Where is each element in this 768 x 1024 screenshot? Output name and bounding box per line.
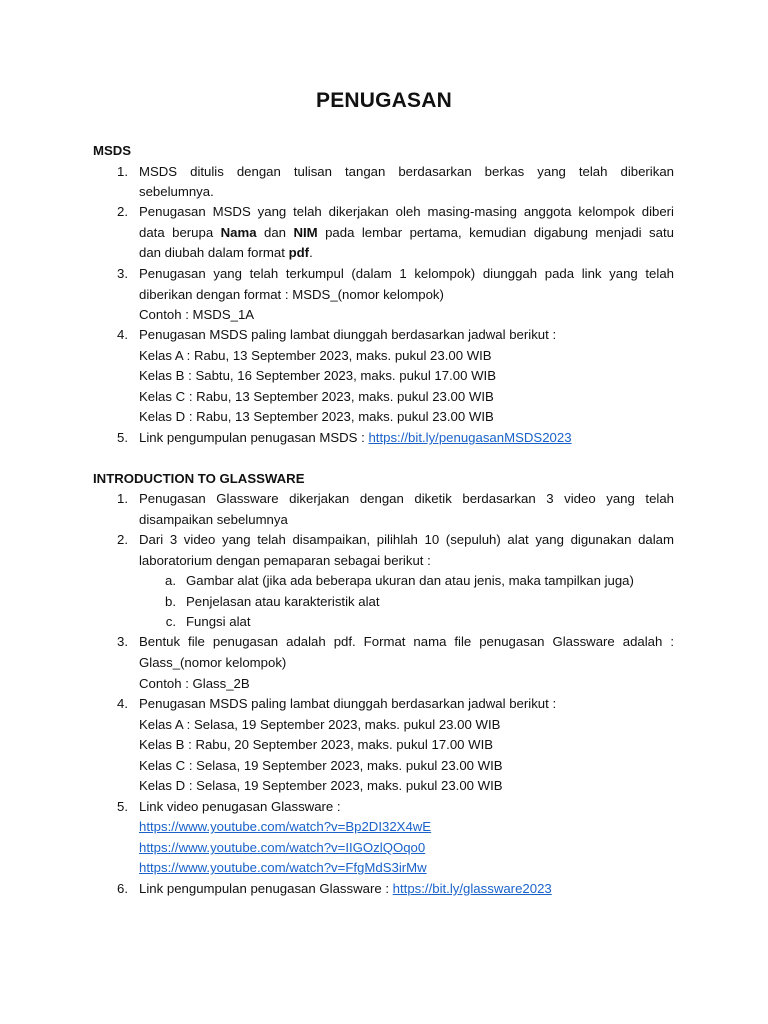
section-heading-msds: MSDS	[93, 143, 132, 158]
list-item-text: Glass_(nomor kelompok)	[139, 655, 287, 670]
list-item-text: dan diubah dalam format pdf.	[139, 245, 313, 260]
list-item-text: Penugasan yang telah terkumpul (dalam 1 kelompok) diunggah pada link yang telah	[139, 266, 674, 281]
list-item-text: Contoh : MSDS_1A	[139, 307, 255, 322]
youtube-video-link-1[interactable]: https://www.youtube.com/watch?v=Bp2DI32X4wE	[139, 819, 432, 834]
list-item-text: Link video penugasan Glassware :	[139, 799, 341, 814]
list-item-text: Contoh : Glass_2B	[139, 676, 250, 691]
list-item-text: Bentuk file penugasan adalah pdf. Format nama file penugasan Glassware adalah :	[139, 634, 674, 649]
list-item-text: diberikan dengan format : MSDS_(nomor kelompok)	[139, 287, 444, 302]
list-item-text: Penugasan MSDS paling lambat diunggah berdasarkan jadwal berikut :	[139, 327, 557, 342]
list-number: 1.	[117, 491, 128, 506]
bold-term: Nama	[220, 225, 257, 240]
list-item-text: Dari 3 video yang telah disampaikan, pilihlah 10 (sepuluh) alat yang digunakan dalam	[139, 532, 674, 547]
list-number: 5.	[117, 799, 128, 814]
schedule-line: Kelas C : Selasa, 19 September 2023, maks. pukul 23.00 WIB	[139, 758, 503, 773]
list-number: 4.	[117, 696, 128, 711]
list-number: 3.	[117, 266, 128, 281]
list-number: 6.	[117, 881, 128, 896]
list-item-text: laboratorium dengan pemaparan sebagai berikut :	[139, 553, 431, 568]
video-link-line	[139, 817, 431, 838]
sub-list-letter: a.	[165, 573, 176, 588]
youtube-video-link-3[interactable]: https://www.youtube.com/watch?v=FfgMdS3irMw	[139, 860, 427, 875]
list-item-text: sebelumnya.	[139, 184, 214, 199]
list-number: 4.	[117, 327, 128, 342]
list-number: 2.	[117, 204, 128, 219]
list-item-text: Penugasan MSDS paling lambat diunggah berdasarkan jadwal berikut :	[139, 696, 557, 711]
list-item-text: data berupa Nama dan NIM pada lembar pertama, kemudian digabung menjadi satu	[139, 225, 674, 240]
schedule-line: Kelas B : Sabtu, 16 September 2023, maks. pukul 17.00 WIB	[139, 368, 496, 383]
section-heading-glassware: INTRODUCTION TO GLASSWARE	[93, 471, 305, 486]
bold-term: pdf	[288, 245, 310, 260]
sub-list-text: Gambar alat (jika ada beberapa ukuran dan atau jenis, maka tampilkan juga)	[186, 573, 634, 588]
list-item-text: disampaikan sebelumnya	[139, 512, 288, 527]
schedule-line: Kelas D : Selasa, 19 September 2023, maks. pukul 23.00 WIB	[139, 778, 503, 793]
bold-term: NIM	[293, 225, 318, 240]
youtube-video-link-2[interactable]: https://www.youtube.com/watch?v=IIGOzlQOqo0	[139, 840, 426, 855]
schedule-line: Kelas A : Selasa, 19 September 2023, maks. pukul 23.00 WIB	[139, 717, 501, 732]
page-title: PENUGASAN	[316, 89, 452, 112]
schedule-line: Kelas B : Rabu, 20 September 2023, maks. pukul 17.00 WIB	[139, 737, 494, 752]
list-item-text: Link pengumpulan penugasan Glassware : https://bit.ly/glassware2023	[139, 881, 552, 896]
list-number: 2.	[117, 532, 128, 547]
list-item-text: MSDS ditulis dengan tulisan tangan berdasarkan berkas yang telah diberikan	[139, 164, 674, 179]
glassware-submission-link[interactable]: https://bit.ly/glassware2023	[392, 881, 552, 896]
schedule-line: Kelas A : Rabu, 13 September 2023, maks. pukul 23.00 WIB	[139, 348, 492, 363]
list-item-text: Penugasan MSDS yang telah dikerjakan oleh masing-masing anggota kelompok diberi	[139, 204, 674, 219]
sub-list-letter: c.	[165, 614, 176, 629]
list-number: 5.	[117, 430, 128, 445]
sub-list-text: Fungsi alat	[186, 614, 251, 629]
list-number: 3.	[117, 634, 128, 649]
sub-list-text: Penjelasan atau karakteristik alat	[186, 594, 380, 609]
schedule-line: Kelas C : Rabu, 13 September 2023, maks. pukul 23.00 WIB	[139, 389, 494, 404]
video-link-line	[139, 838, 425, 859]
list-item-text: Link pengumpulan penugasan MSDS : https://bit.ly/penugasanMSDS2023	[139, 430, 572, 445]
video-link-line	[139, 858, 427, 879]
list-item-text: Penugasan Glassware dikerjakan dengan diketik berdasarkan 3 video yang telah	[139, 491, 674, 506]
schedule-line: Kelas D : Rabu, 13 September 2023, maks. pukul 23.00 WIB	[139, 409, 494, 424]
msds-submission-link[interactable]: https://bit.ly/penugasanMSDS2023	[368, 430, 572, 445]
sub-list-letter: b.	[165, 594, 176, 609]
list-number: 1.	[117, 164, 128, 179]
